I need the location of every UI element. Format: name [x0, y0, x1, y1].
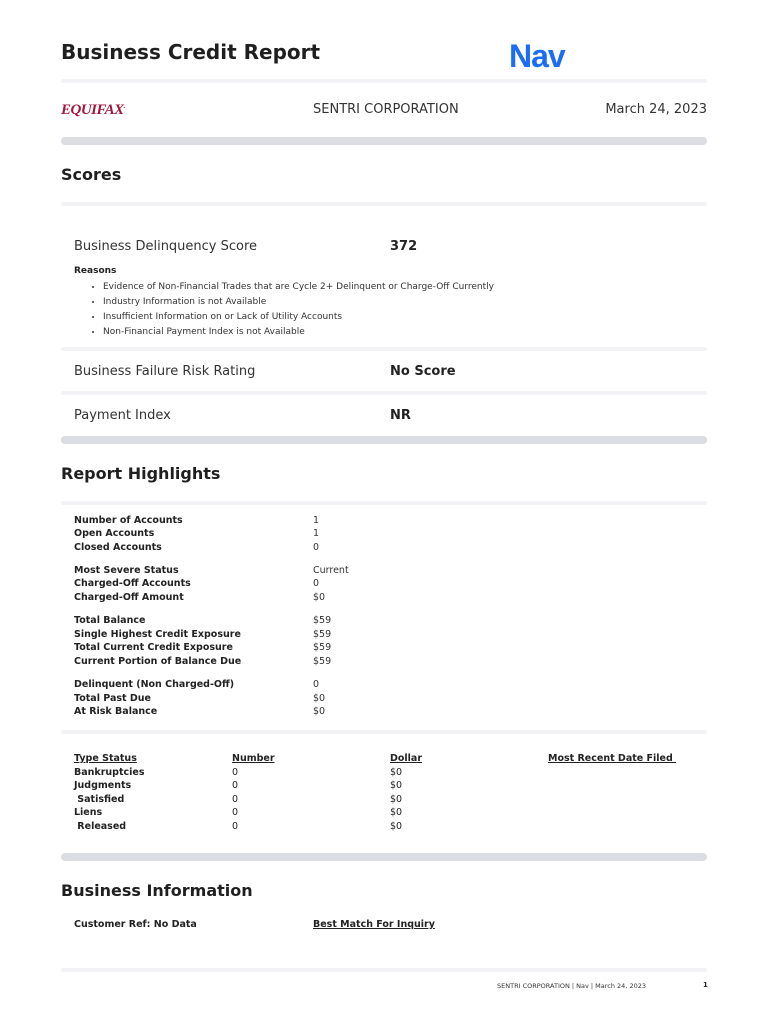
table-row-number: 0: [232, 780, 239, 791]
highlight-label: Total Balance: [74, 615, 146, 626]
payment-index-value: NR: [390, 408, 411, 423]
highlight-value: $59: [313, 629, 332, 640]
table-row-label: Released: [74, 821, 127, 832]
footer-text: SENTRI CORPORATION | Nav | March 24, 2023: [497, 982, 646, 990]
business-info-heading: Business Information: [61, 881, 253, 900]
highlight-label: Current Portion of Balance Due: [74, 656, 242, 667]
table-row-dollar: $0: [390, 821, 403, 832]
table-header-type: Type Status: [74, 753, 137, 764]
table-row-dollar: $0: [390, 794, 403, 805]
highlights-heading: Report Highlights: [61, 464, 221, 483]
table-row-label: Bankruptcies: [74, 767, 145, 778]
highlight-label: Closed Accounts: [74, 542, 162, 553]
section-divider: [61, 436, 707, 444]
equifax-logo: EQUIFAX.: [61, 102, 125, 118]
highlight-value: 0: [313, 679, 320, 690]
divider: [61, 347, 707, 351]
customer-ref: Customer Ref: No Data: [74, 919, 197, 930]
table-row-label: Satisfied: [74, 794, 125, 805]
highlight-value: $59: [313, 642, 332, 653]
section-divider: [61, 137, 707, 145]
table-row-label: Liens: [74, 807, 103, 818]
section-divider: [61, 853, 707, 861]
highlight-label: Total Current Credit Exposure: [74, 642, 233, 653]
highlight-value: 0: [313, 578, 320, 589]
table-header-dollar: Dollar: [390, 753, 423, 764]
highlight-value: $0: [313, 693, 326, 704]
table-row-dollar: $0: [390, 807, 403, 818]
highlight-label: Charged-Off Accounts: [74, 578, 191, 589]
highlight-label: Number of Accounts: [74, 515, 183, 526]
best-match-link[interactable]: Best Match For Inquiry: [313, 919, 435, 930]
table-row-number: 0: [232, 821, 239, 832]
table-row-label: Judgments: [74, 780, 132, 791]
highlight-value: Current: [313, 565, 349, 576]
reason-item: • Evidence of Non-Financial Trades that are Cycle 2+ Delinquent or Charge-Off Currently: [103, 280, 494, 295]
divider: [61, 730, 707, 734]
table-header-date: Most Recent Date Filed: [548, 753, 677, 764]
nav-logo: Nav: [509, 38, 565, 74]
table-row-number: 0: [232, 767, 239, 778]
reasons-list: [88, 280, 494, 340]
table-header-number: Number: [232, 753, 275, 764]
highlight-label: Single Highest Credit Exposure: [74, 629, 241, 640]
highlight-label: At Risk Balance: [74, 706, 158, 717]
delinquency-score-label: Business Delinquency Score: [74, 239, 258, 254]
table-row-dollar: $0: [390, 780, 403, 791]
page-title: Business Credit Report: [61, 40, 321, 64]
divider: [61, 968, 707, 972]
highlight-label: Charged-Off Amount: [74, 592, 184, 603]
company-name: SENTRI CORPORATION: [313, 102, 459, 117]
page-number: 1: [703, 981, 708, 989]
highlight-value: 0: [313, 542, 320, 553]
table-row-number: 0: [232, 807, 239, 818]
payment-index-label: Payment Index: [74, 408, 171, 423]
highlight-value: 1: [313, 515, 320, 526]
failure-risk-label: Business Failure Risk Rating: [74, 364, 256, 379]
table-row-number: 0: [232, 794, 239, 805]
highlight-value: $59: [313, 656, 332, 667]
divider: [61, 202, 707, 206]
divider: [61, 501, 707, 505]
highlight-label: Delinquent (Non Charged-Off): [74, 679, 235, 690]
highlight-label: Total Past Due: [74, 693, 151, 704]
report-date: March 24, 2023: [605, 102, 707, 117]
reasons-title: Reasons: [74, 266, 117, 276]
divider: [61, 79, 707, 83]
divider: [61, 391, 707, 395]
scores-heading: Scores: [61, 165, 122, 184]
highlight-label: Most Severe Status: [74, 565, 179, 576]
failure-risk-value: No Score: [390, 364, 456, 379]
highlight-value: 1: [313, 528, 320, 539]
reason-item: • Non-Financial Payment Index is not Available: [103, 325, 494, 340]
highlight-value: $0: [313, 706, 326, 717]
reason-item: • Industry Information is not Available: [103, 295, 494, 310]
table-row-dollar: $0: [390, 767, 403, 778]
reason-item: • Insufficient Information on or Lack of Utility Accounts: [103, 310, 494, 325]
delinquency-score-value: 372: [390, 239, 418, 254]
highlight-value: $0: [313, 592, 326, 603]
highlight-value: $59: [313, 615, 332, 626]
highlight-label: Open Accounts: [74, 528, 155, 539]
